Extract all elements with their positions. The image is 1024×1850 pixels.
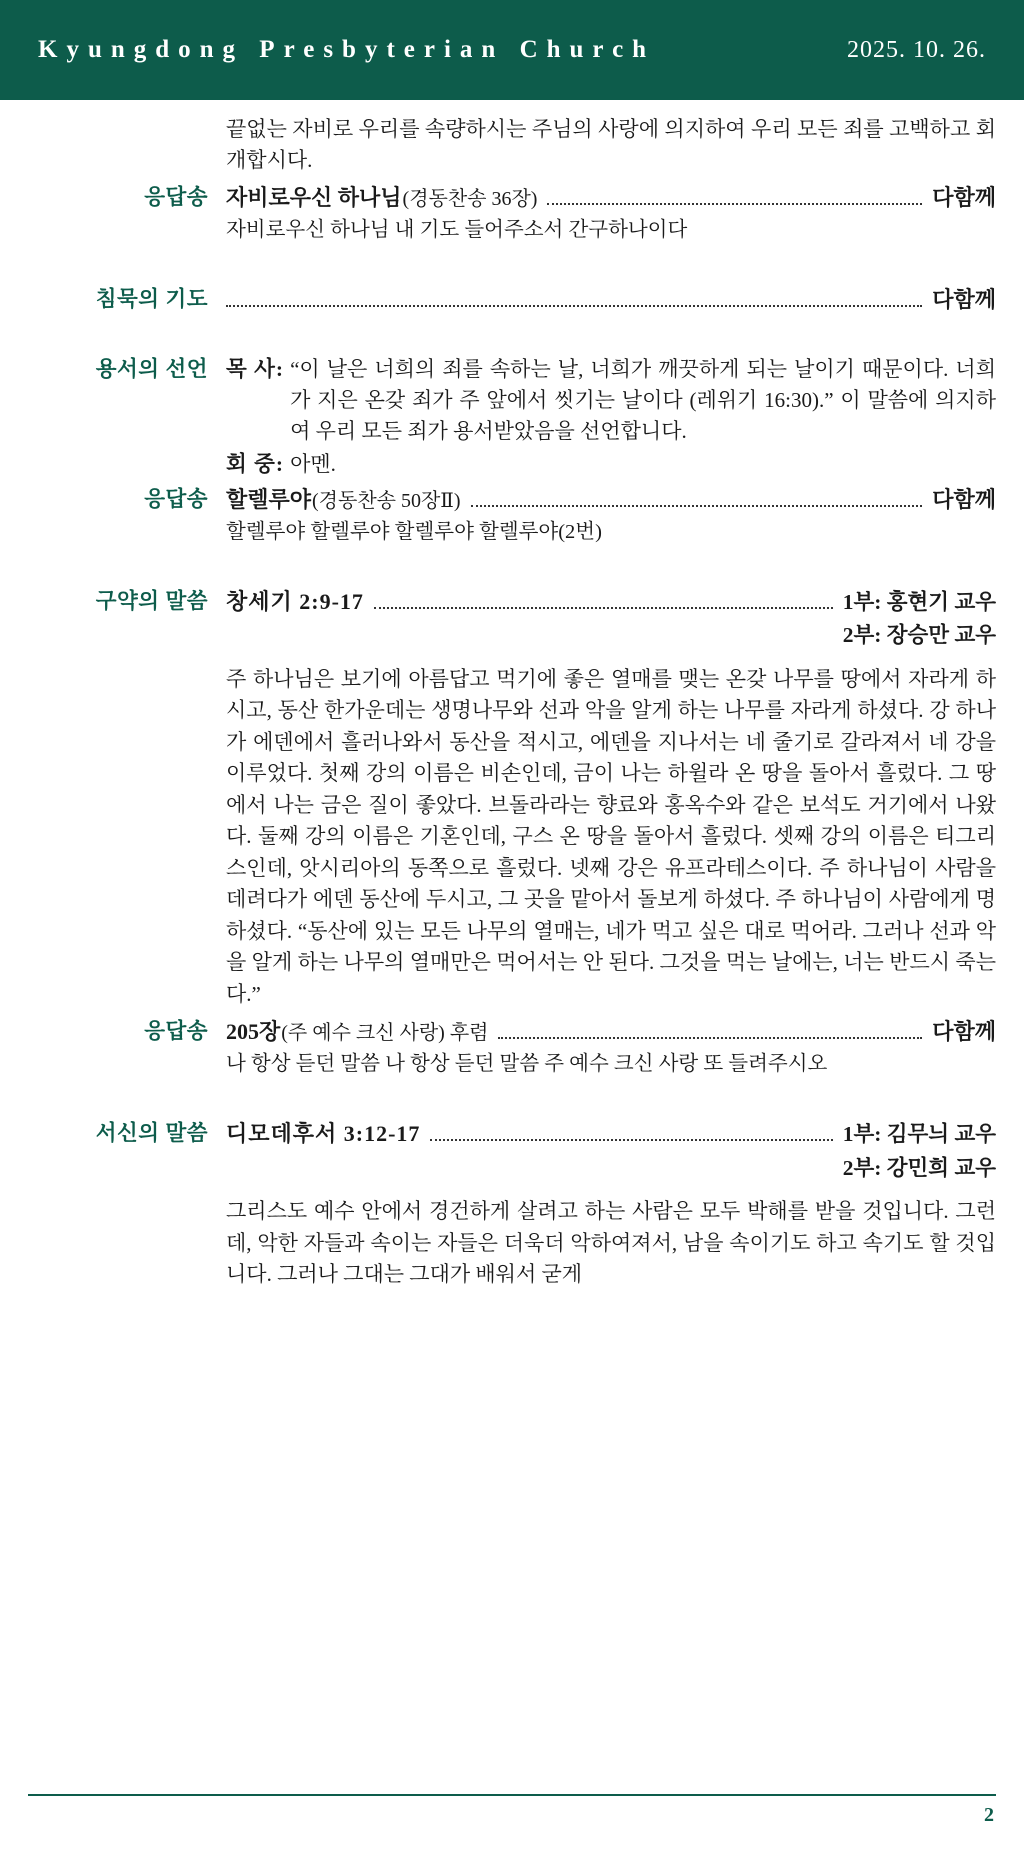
response-hymn-2-label: 응답송 bbox=[144, 486, 208, 511]
section-epistle bbox=[28, 1118, 996, 1290]
epistle-line bbox=[226, 1118, 996, 1150]
section-response-hymn-3 bbox=[28, 1016, 996, 1080]
old-testament-text: 주 하나님은 보기에 아름답고 먹기에 좋은 열매를 맺는 온갖 나무를 땅에서 자라게 하시고, 동산 한가운데는 생명나무와 선과 악을 알게 하는 나무를 자라게 하셨다. 강 하나가 에덴에서 흘러나와서 동산을 적시고, 에덴을 지나서는 네 줄기로 갈라져서 네 강을 이루었다. 첫째 강의 이름은 비손인데, 금이 나는 하윌라 온 땅을 돌아서 흘렀다. 그 땅에서 나는 금은 질이 좋았다. 브돌라라는 향료와 홍옥수와 같은 보석도 거기에서 나왔다. 둘째 강의 이름은 기혼인데, 구스 온 땅을 돌아서 흘렀다. 셋째 강의 이름은 티그리스인데, 앗시리아의 동쪽으로 흘렀다. 넷째 강은 유프라테스이다. 주 하나님이 사람을 데려다가 에덴 동산에 두시고, 그 곳을 맡아서 돌보게 하셨다. 주 하나님이 사람에게 명하셨다. “동산에 있는 모든 나무의 열매는, 네가 먹고 싶은 대로 먹어라. 그러나 선과 악을 알게 하는 나무의 열매만은 먹어서는 안 된다. 그것을 먹는 날에는, 너는 반드시 죽는다.” bbox=[226, 666, 996, 1006]
dot-leader bbox=[547, 203, 922, 205]
old-testament-reader-1: 1부: 홍현기 교우 bbox=[842, 590, 996, 614]
declaration-congregation bbox=[226, 449, 996, 480]
response-hymn-2-lyric: 할렐루야 할렐루야 할렐루야 할렐루야(2번) bbox=[226, 521, 602, 544]
congregation-speaker: 회 중: bbox=[226, 451, 285, 476]
epistle-reader-1: 1부: 김무늬 교우 bbox=[842, 1122, 996, 1147]
dot-leader bbox=[226, 305, 922, 307]
response-hymn-2-title: 할렐루야 bbox=[226, 486, 312, 512]
section-declaration bbox=[28, 354, 996, 480]
response-hymn-1-title: 자비로우신 하나님 bbox=[226, 184, 402, 210]
response-hymn-1-lyric: 자비로우신 하나님 내 기도 들어주소서 간구하나이다 bbox=[226, 218, 688, 241]
declaration-label: 용서의 선언 bbox=[95, 356, 208, 381]
page-footer bbox=[0, 1794, 1024, 1850]
old-testament-reader-2: 2부: 장승만 교우 bbox=[842, 623, 996, 648]
old-testament-line bbox=[226, 586, 996, 618]
footer-divider bbox=[28, 1794, 996, 1796]
response-hymn-3-sub: (주 예수 크신 사랑) 후렴 bbox=[281, 1022, 489, 1045]
church-name: Kyungdong Presbyterian Church bbox=[38, 36, 656, 63]
response-hymn-1-line bbox=[226, 182, 996, 214]
dot-leader bbox=[374, 607, 833, 609]
service-date: 2025. 10. 26. bbox=[847, 36, 986, 63]
old-testament-label: 구약의 말씀 bbox=[95, 589, 208, 613]
dot-leader bbox=[498, 1037, 922, 1039]
intro-row bbox=[28, 114, 996, 176]
dot-leader bbox=[471, 505, 923, 507]
minister-speaker: 목 사: bbox=[226, 356, 285, 381]
epistle-label: 서신의 말씀 bbox=[95, 1121, 208, 1146]
page-header bbox=[0, 0, 1024, 100]
response-hymn-3-lyric: 나 항상 듣던 말씀 나 항상 듣던 말씀 주 예수 크신 사랑 또 들려주시오 bbox=[226, 1053, 828, 1076]
response-hymn-3-right: 다함께 bbox=[932, 1019, 996, 1045]
declaration-minister bbox=[226, 354, 996, 447]
silent-prayer-right: 다함께 bbox=[932, 286, 996, 312]
bulletin-body bbox=[0, 100, 1024, 1291]
response-hymn-3-title: 205장 bbox=[226, 1019, 281, 1045]
response-hymn-2-line bbox=[226, 484, 996, 516]
section-response-hymn-1 bbox=[28, 182, 996, 246]
section-silent-prayer bbox=[28, 284, 996, 316]
response-hymn-1-label: 응답송 bbox=[144, 184, 208, 209]
page-number: 2 bbox=[984, 1804, 994, 1826]
epistle-text: 그리스도 예수 안에서 경건하게 살려고 하는 사람은 모두 박해를 받을 것입니다. 그런데, 악한 자들과 속이는 자들은 더욱더 악하여져서, 남을 속이기도 하고 속기도 할 것입니다. 그러나 그대는 그대가 배워서 굳게 bbox=[226, 1199, 996, 1287]
epistle-reader-2: 2부: 강민희 교우 bbox=[842, 1155, 996, 1180]
response-hymn-3-line bbox=[226, 1016, 996, 1048]
old-testament-reference: 창세기 2:9-17 bbox=[226, 589, 364, 614]
intro-text: 끝없는 자비로 우리를 속량하시는 주님의 사랑에 의지하여 우리 모든 죄를 고백하고 회개합시다. bbox=[226, 117, 996, 172]
response-hymn-2-right: 다함께 bbox=[932, 486, 996, 512]
response-hymn-1-sub: (경동찬송 36장) bbox=[402, 187, 538, 210]
silent-prayer-line bbox=[226, 284, 996, 316]
response-hymn-1-right: 다함께 bbox=[932, 184, 996, 210]
epistle-reference: 디모데후서 3:12-17 bbox=[226, 1121, 421, 1147]
congregation-text: 아멘. bbox=[290, 451, 336, 476]
minister-text: “이 날은 너희의 죄를 속하는 날, 너희가 깨끗하게 되는 날이기 때문이다. 너희가 지은 온갖 죄가 주 앞에서 씻기는 날이다 (레위기 16:30).” 이 말씀에 의지하여 우리 모든 죄가 용서받았음을 선언합니다. bbox=[290, 356, 996, 443]
response-hymn-3-label: 응답송 bbox=[144, 1019, 208, 1044]
response-hymn-2-sub: (경동찬송 50장Ⅱ) bbox=[312, 489, 461, 512]
section-response-hymn-2 bbox=[28, 484, 996, 548]
silent-prayer-label: 침묵의 기도 bbox=[95, 286, 208, 311]
section-old-testament bbox=[28, 586, 996, 1010]
dot-leader bbox=[430, 1139, 832, 1141]
